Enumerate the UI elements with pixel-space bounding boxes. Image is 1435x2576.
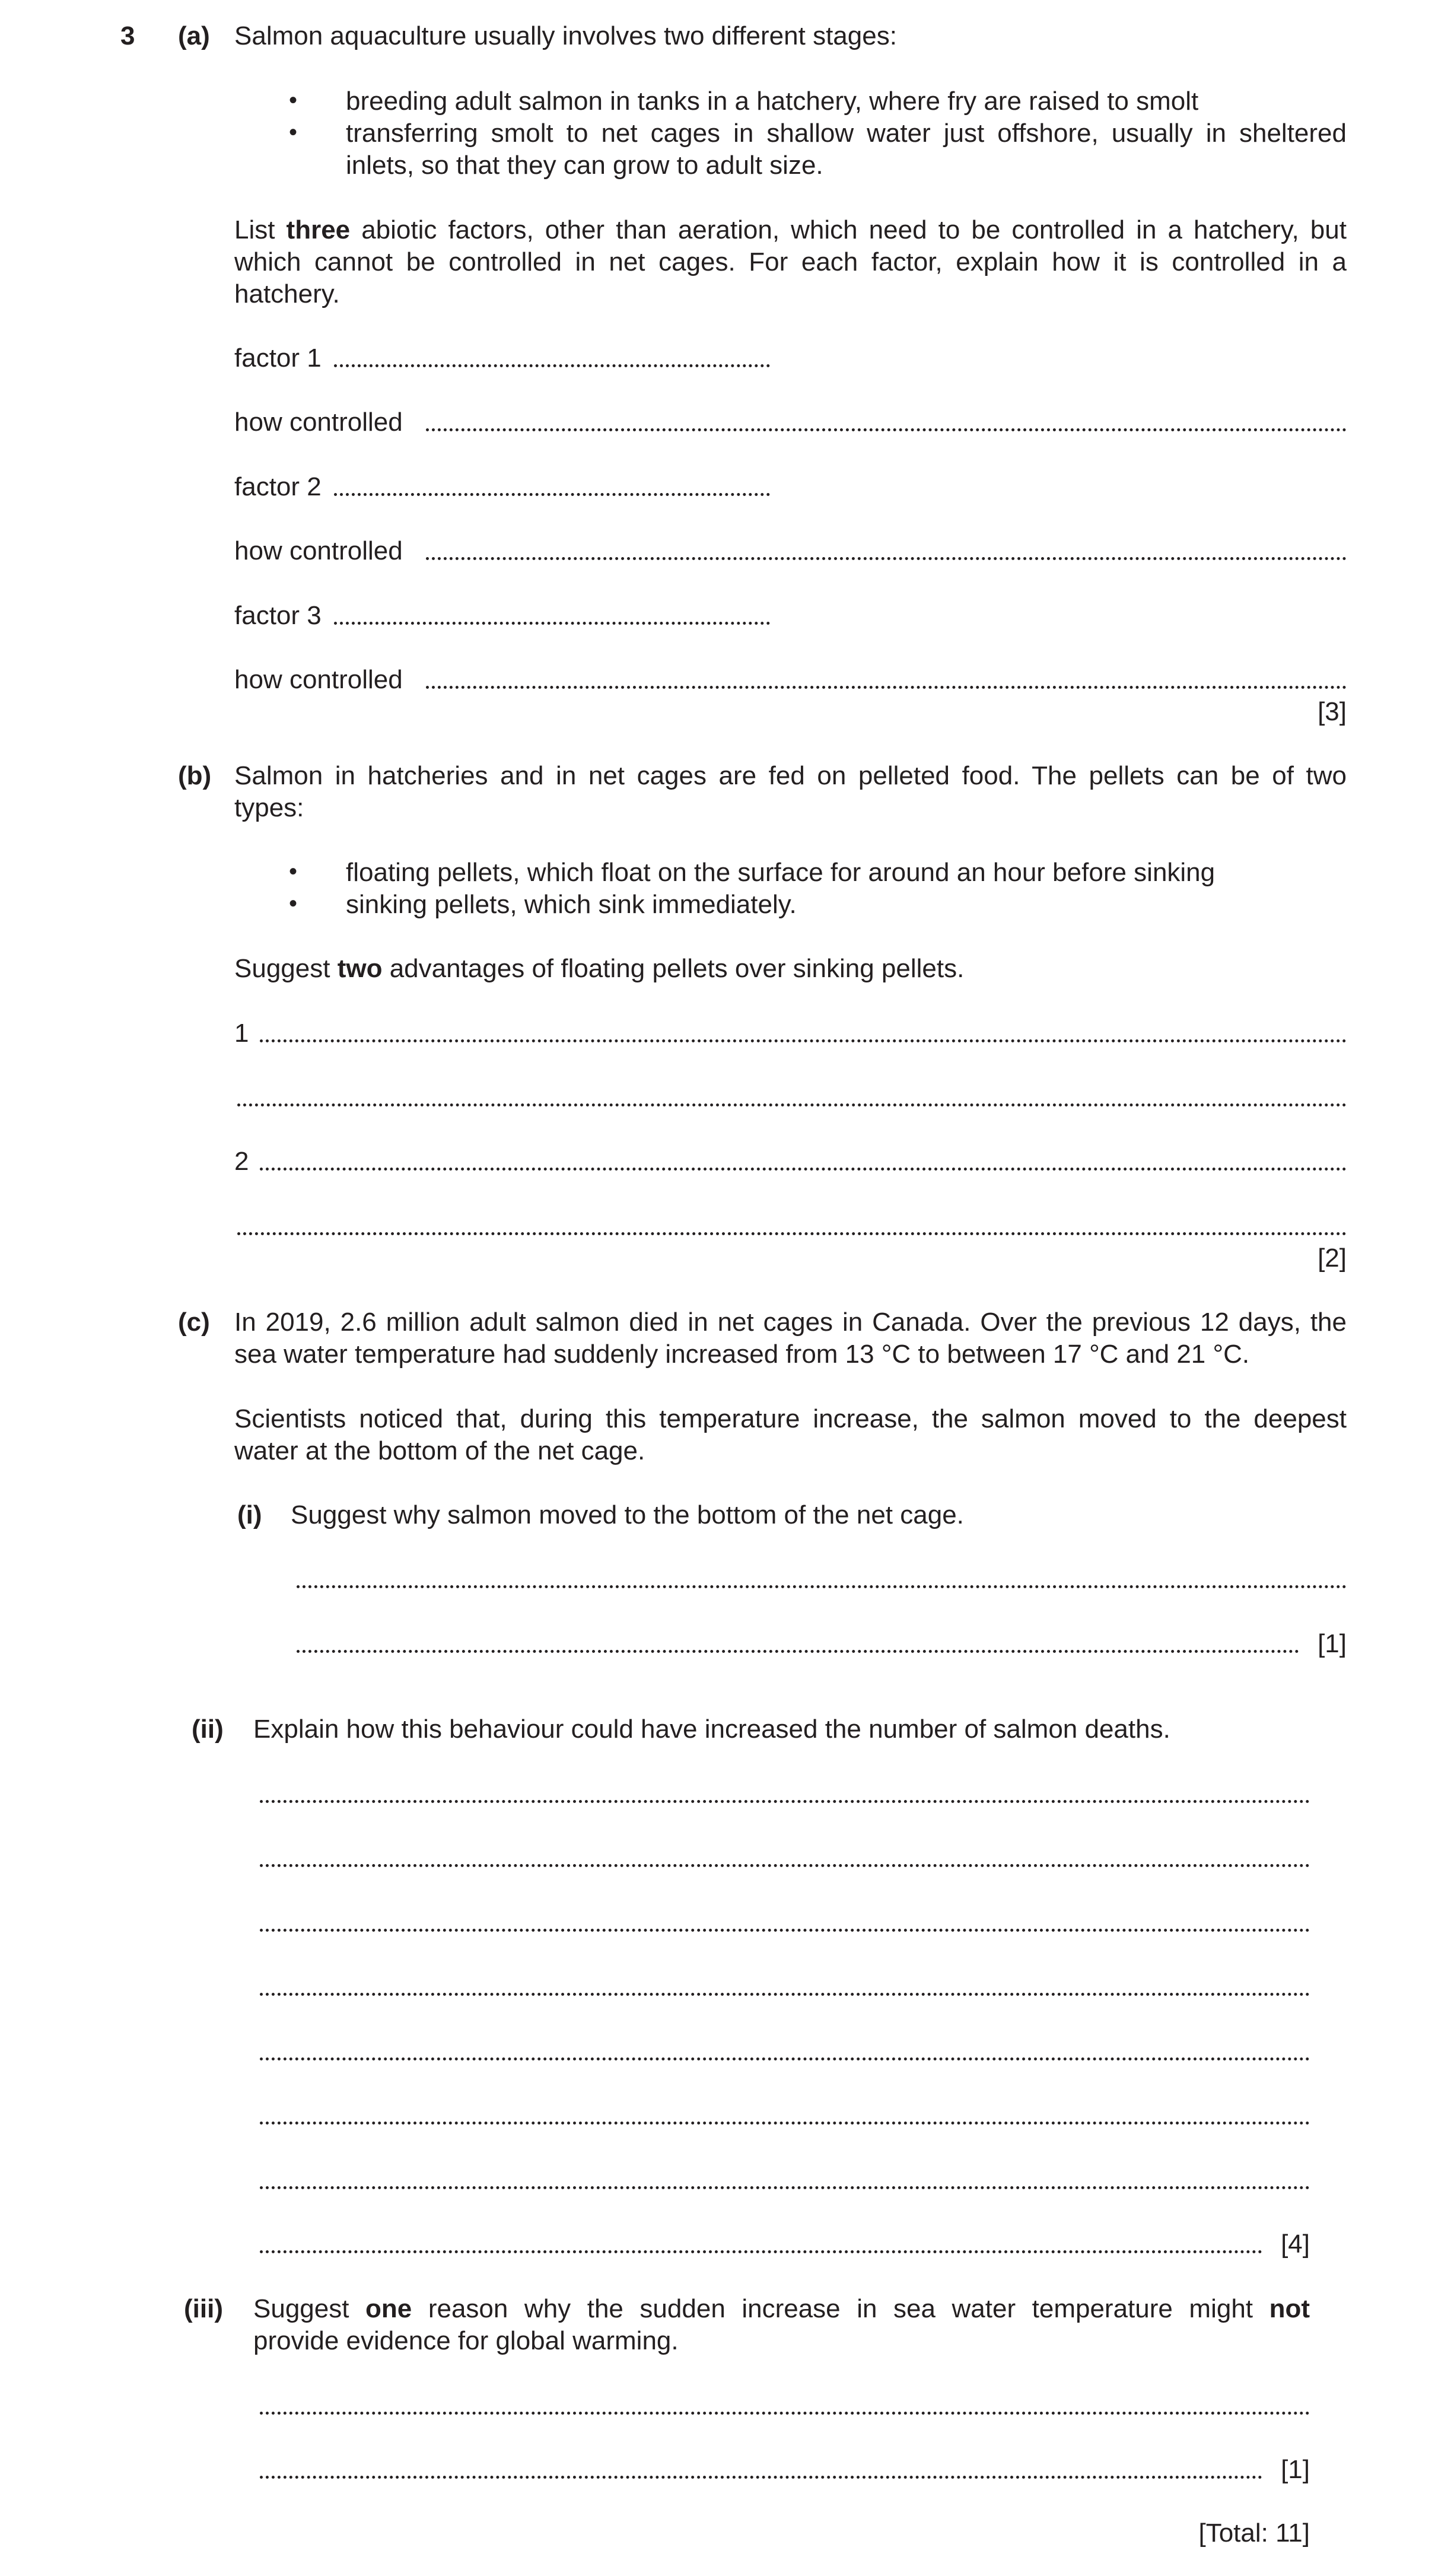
part-b-answer-line-4[interactable] — [237, 1232, 1347, 1235]
how-controlled-1-answer-line[interactable] — [426, 428, 1347, 431]
how-controlled-3-label: how controlled — [234, 665, 403, 694]
part-b-intro-line-2: types: — [234, 793, 304, 822]
part-b-bullet-2: sinking pellets, which sink immediately. — [346, 890, 797, 919]
suggest-two: two — [337, 954, 383, 983]
part-c-iii-answer-line-1[interactable] — [260, 2412, 1310, 2415]
part-c-ii-answer-line-8[interactable] — [260, 2250, 1262, 2253]
part-a-label: (a) — [178, 21, 210, 50]
part-c-ii-answer-line-6[interactable] — [260, 2122, 1310, 2125]
part-c-para-2-line-1: Scientists noticed that, during this temperature increase, the salmon moved to the deepest — [234, 1404, 1347, 1433]
part-c-i-marks: [1] — [1318, 1629, 1347, 1658]
part-b-answer-line-1[interactable] — [260, 1039, 1347, 1042]
part-b-label: (b) — [178, 761, 212, 790]
factor-3-label: factor 3 — [234, 601, 322, 630]
part-c-label: (c) — [178, 1308, 210, 1337]
bullet-icon: • — [289, 119, 298, 145]
part-a-bullet-2-cont: inlets, so that they can grow to adult size. — [346, 151, 823, 180]
part-c-ii-answer-line-5[interactable] — [260, 2057, 1310, 2060]
answer-number-1: 1 — [234, 1019, 249, 1048]
part-a-instruction-line-3: hatchery. — [234, 279, 340, 309]
iii-mid: reason why the sudden increase in sea water temperature might — [428, 2294, 1253, 2323]
part-c-para-2-line-2: water at the bottom of the net cage. — [234, 1436, 645, 1465]
suggest-word: Suggest — [234, 954, 330, 983]
question-total: [Total: 11] — [1198, 2518, 1310, 2548]
factor-1-label: factor 1 — [234, 344, 322, 373]
part-c-i-answer-line-1[interactable] — [297, 1585, 1347, 1588]
factor-3-answer-line[interactable] — [334, 622, 770, 625]
part-b-suggest — [234, 953, 964, 985]
part-b-bullet-1: floating pellets, which float on the surface for around an hour before sinking — [346, 858, 1216, 887]
part-c-iii-label: (iii) — [184, 2294, 223, 2323]
bullet-icon: • — [289, 891, 298, 917]
part-c-iii-question-line-1 — [253, 2294, 1310, 2325]
part-c-ii-answer-line-1[interactable] — [260, 1800, 1310, 1803]
part-c-i-answer-line-2[interactable] — [297, 1650, 1299, 1653]
part-c-iii-answer-line-2[interactable] — [260, 2476, 1262, 2479]
part-a-bullet-2: transferring smolt to net cages in shallow water just offshore, usually in sheltered — [346, 119, 1347, 148]
part-c-ii-marks: [4] — [1281, 2230, 1310, 2259]
instr-three: three — [286, 215, 351, 244]
part-c-para-1-line-1: In 2019, 2.6 million adult salmon died in net cages in Canada. Over the previous 12 days, the — [234, 1308, 1347, 1337]
part-c-iii-question-line-2: provide evidence for global warming. — [253, 2326, 679, 2355]
part-c-i-label: (i) — [237, 1500, 262, 1529]
part-c-ii-label: (ii) — [192, 1715, 224, 1744]
part-c-ii-question: Explain how this behaviour could have increased the number of salmon deaths. — [253, 1715, 1170, 1744]
factor-2-label: factor 2 — [234, 472, 322, 501]
question-number: 3 — [120, 21, 135, 50]
part-a-bullet-1: breeding adult salmon in tanks in a hatchery, where fry are raised to smolt — [346, 87, 1199, 116]
how-controlled-2-answer-line[interactable] — [426, 557, 1347, 560]
instr-list: List — [234, 215, 275, 244]
part-c-ii-answer-line-4[interactable] — [260, 1993, 1310, 1996]
part-b-intro-line-1: Salmon in hatcheries and in net cages are fed on pelleted food. The pellets can be of two — [234, 761, 1347, 790]
how-controlled-3-answer-line[interactable] — [426, 686, 1347, 689]
factor-1-answer-line[interactable] — [334, 364, 770, 367]
how-controlled-2-label: how controlled — [234, 536, 403, 565]
part-a-marks: [3] — [1318, 697, 1347, 726]
bullet-icon: • — [289, 87, 298, 113]
part-b-answer-line-2[interactable] — [237, 1103, 1347, 1106]
part-c-i-question: Suggest why salmon moved to the bottom of the net cage. — [291, 1500, 964, 1529]
iii-one: one — [365, 2294, 412, 2323]
part-c-iii-marks: [1] — [1281, 2455, 1310, 2484]
instr-rest: abiotic factors, other than aeration, which need to be controlled in a hatchery, but — [361, 215, 1347, 244]
part-c-ii-answer-line-7[interactable] — [260, 2186, 1310, 2189]
part-c-ii-answer-line-3[interactable] — [260, 1929, 1310, 1932]
factor-2-answer-line[interactable] — [334, 493, 770, 496]
answer-number-2: 2 — [234, 1147, 249, 1176]
part-a-intro: Salmon aquaculture usually involves two different stages: — [234, 21, 897, 50]
part-b-marks: [2] — [1318, 1244, 1347, 1273]
how-controlled-1-label: how controlled — [234, 408, 403, 437]
part-c-ii-answer-line-2[interactable] — [260, 1864, 1310, 1867]
iii-not: not — [1269, 2294, 1310, 2323]
part-b-answer-line-3[interactable] — [260, 1168, 1347, 1171]
part-a-instruction-line-2: which cannot be controlled in net cages. For each factor, explain how it is controlled in a — [234, 247, 1347, 276]
bullet-icon: • — [289, 858, 298, 885]
part-c-para-1-line-2: sea water temperature had suddenly increased from 13 °C to between 17 °C and 21 °C. — [234, 1340, 1250, 1369]
iii-suggest: Suggest — [253, 2294, 349, 2323]
suggest-rest: advantages of floating pellets over sinking pellets. — [389, 954, 965, 983]
part-a-instruction-line-1 — [234, 215, 1347, 246]
